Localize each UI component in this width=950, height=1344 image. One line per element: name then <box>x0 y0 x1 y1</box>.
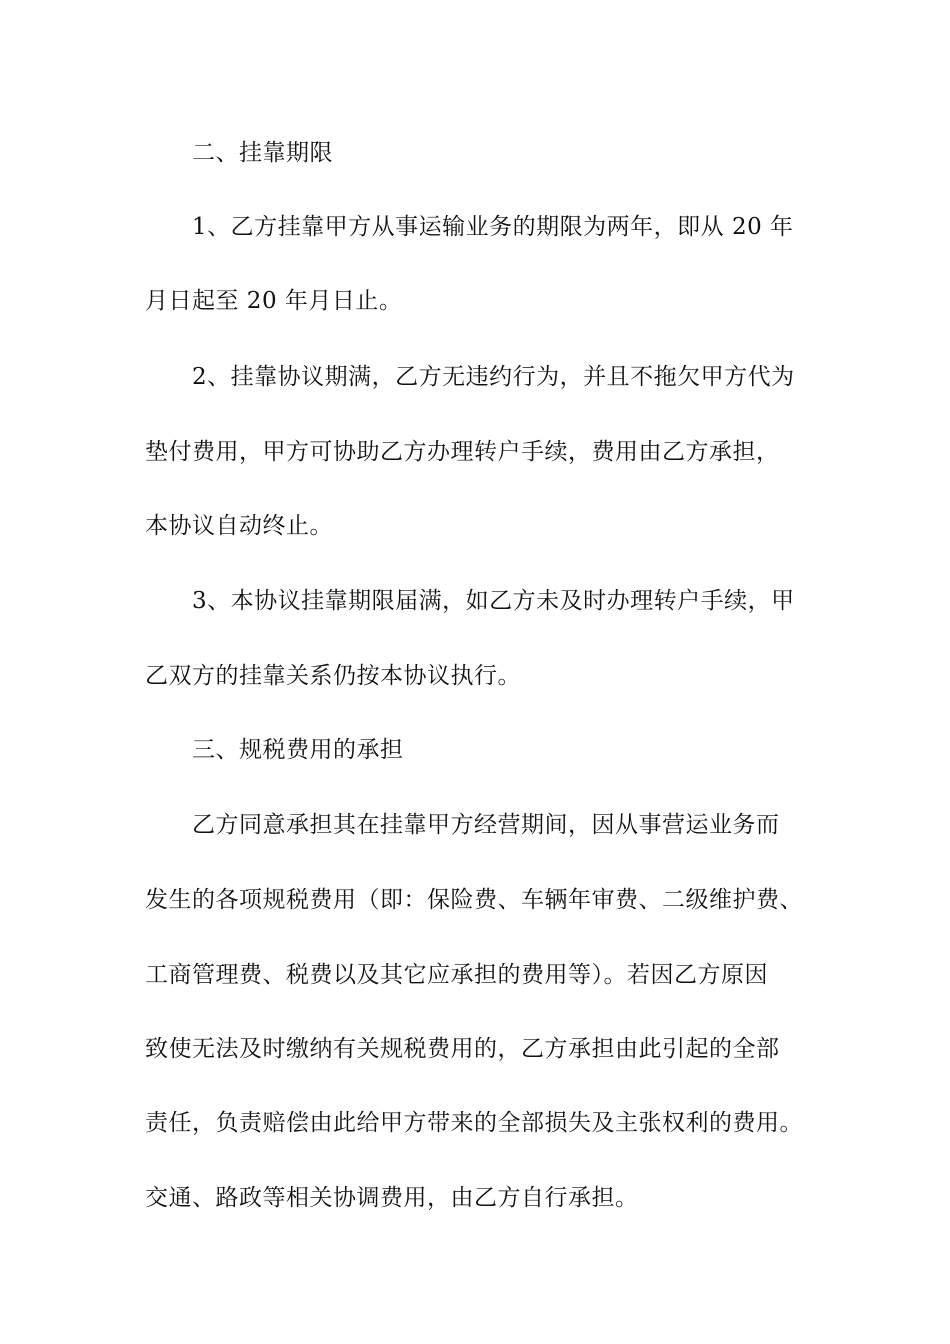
paragraph-line: 2、挂靠协议期满，乙方无违约行为，并且不拖欠甲方代为 <box>192 364 795 390</box>
paragraph-line: 交通、路政等相关协调费用，由乙方自行承担。 <box>145 1185 639 1211</box>
paragraph-line: 发生的各项规税费用（即：保险费、车辆年审费、二级维护费、 <box>145 887 803 913</box>
paragraph-line: 工商管理费、税费以及其它应承担的费用等）。若因乙方原因 <box>145 962 768 988</box>
paragraph-line: 月日起至 20 年月日止。 <box>145 288 403 314</box>
paragraph-line: 本协议自动终止。 <box>145 513 333 539</box>
section-heading-taxes: 三、规税费用的承担 <box>192 737 404 763</box>
paragraph-line: 责任，负责赔偿由此给甲方带来的全部损失及主张权利的费用。 <box>145 1110 803 1136</box>
section-heading-term: 二、挂靠期限 <box>192 140 333 166</box>
paragraph-line: 乙方同意承担其在挂靠甲方经营期间，因从事营运业务而 <box>192 812 780 838</box>
paragraph-line: 垫付费用，甲方可协助乙方办理转户手续，费用由乙方承担， <box>145 439 780 465</box>
paragraph-line: 乙双方的挂靠关系仍按本协议执行。 <box>145 663 521 689</box>
paragraph-line: 1、乙方挂靠甲方从事运输业务的期限为两年，即从 20 年 <box>192 214 794 240</box>
paragraph-line: 3、本协议挂靠期限届满，如乙方未及时办理转户手续，甲 <box>192 588 795 614</box>
paragraph-line: 致使无法及时缴纳有关规税费用的，乙方承担由此引起的全部 <box>145 1036 780 1062</box>
